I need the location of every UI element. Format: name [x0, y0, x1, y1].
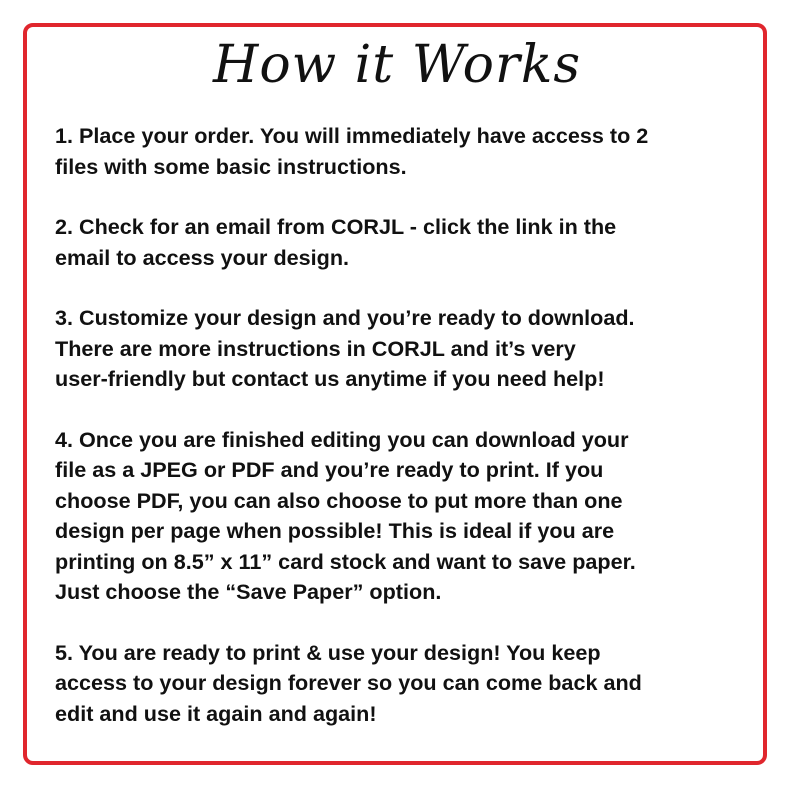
step-4-line-1: 4. Once you are finished editing you can download your [55, 426, 629, 452]
step-4-line-4: design per page when possible! This is ideal if you are [55, 518, 615, 543]
instruction-steps-list [55, 121, 745, 759]
step-3-line-1: 3. Customize your design and you’re ready to download. [55, 305, 635, 330]
step-3-line-3: user-friendly but contact us anytime if you need help! [55, 366, 605, 391]
step-1-line-2: files with some basic instructions. [55, 153, 407, 179]
step-5-line-2: access to your design forever so you can come back and [55, 670, 642, 695]
step-4-line-5: printing on 8.5” x 11” card stock and want to save paper. [55, 548, 636, 574]
step-4-line-3: choose PDF, you can also choose to put more than one [55, 487, 623, 513]
step-3-line-2: There are more instructions in CORJL and it’s very [55, 335, 576, 361]
step-1-line-1: 1. Place your order. You will immediately have access to 2 [55, 123, 649, 148]
step-4 [55, 425, 745, 608]
step-2 [55, 212, 745, 273]
step-2-line-2: email to access your design. [55, 244, 350, 270]
step-1 [55, 121, 745, 182]
step-5 [55, 638, 745, 730]
step-5-line-1: 5. You are ready to print & use your design! You keep [55, 639, 601, 665]
page-title: How it Works [212, 35, 582, 95]
step-3 [55, 303, 745, 395]
step-2-line-1: 2. Check for an email from CORJL - click the link in the [55, 214, 617, 239]
step-5-line-3: edit and use it again and again! [55, 700, 377, 726]
step-4-line-6: Just choose the “Save Paper” option. [55, 579, 442, 604]
step-4-line-2: file as a JPEG or PDF and you’re ready to print. If you [55, 457, 604, 482]
